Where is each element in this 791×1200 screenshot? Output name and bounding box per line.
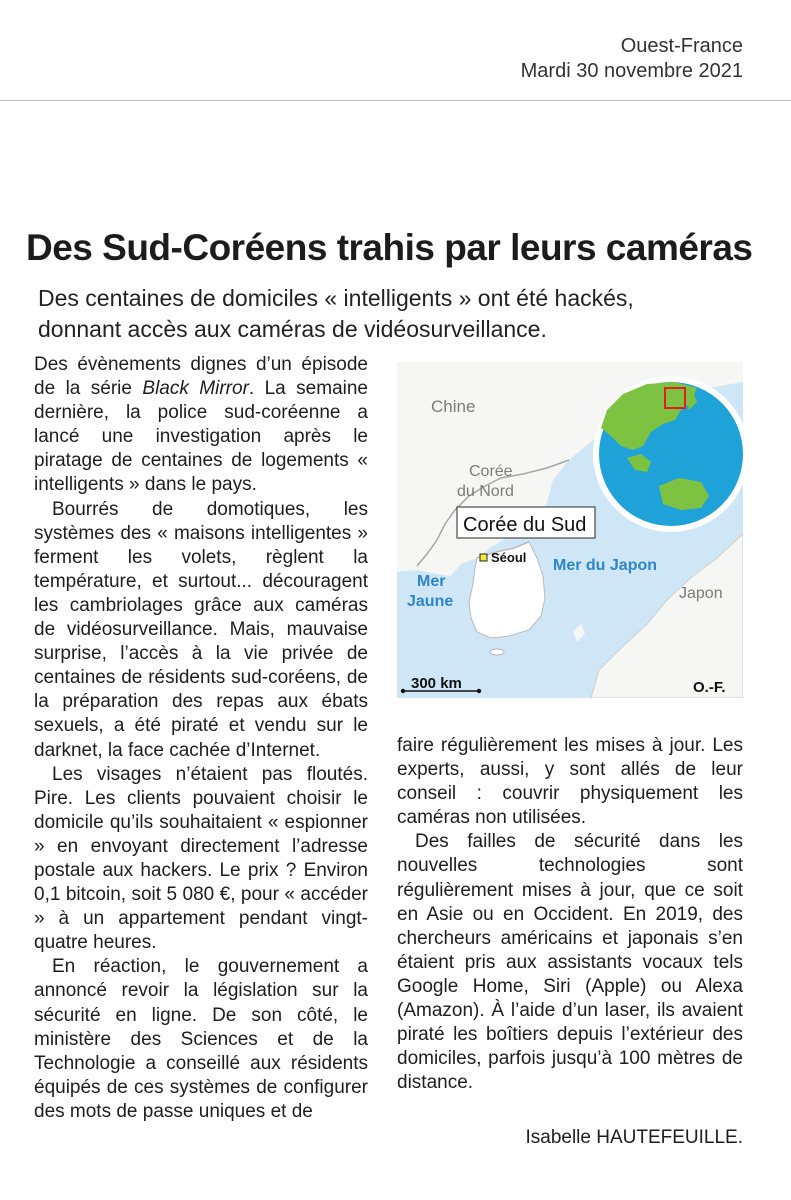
masthead-paper: Ouest-France: [620, 35, 743, 57]
masthead: [521, 34, 743, 84]
header-rule: [0, 100, 791, 101]
scale-bar-end-left: [401, 689, 405, 693]
korea-map: [397, 362, 743, 698]
label-north-korea-line2: du Nord: [457, 483, 514, 500]
paragraph: Des failles de sécurité dans les nouvelles technologies sont régulièrement mises à jour, que ce soit en Asie ou en Occident. En 2019, des chercheurs américains et japonais s’en étaient pris aux assistants vocaux tels Google Home, Siri (Apple) ou Alexa (Amazon). À l’aide d’un laser, ils avaient piraté les boîtiers depuis l’extérieur des domiciles, parfois jusqu’à 100 mètres de distance.: [397, 831, 743, 1094]
paragraph: En réaction, le gouvernement a annoncé revoir la législation sur la sécurité en ligne. De son côté, le ministère des Sciences et de la Technologie a conseillé aux résidents équipés de ces systèmes de configurer des mots de passe uniques et de: [34, 956, 368, 1122]
paragraph-text: Des évènements dignes d’un épisode de la série: [34, 354, 368, 400]
paragraph: Les visages n’étaient pas floutés. Pire. Les clients pouvaient choisir le domicile qu’ils souhaitaient « espionner » en envoyant directement l’adresse postale aux hackers. Le prix ? Environ 0,1 bitcoin, soit 5 080 €, pour « accéder » à un appartement pendant vingt-quatre heures.: [34, 763, 368, 954]
deck-line-2: donnant accès aux caméras de vidéosurveillance.: [38, 316, 547, 342]
article-column-right: [397, 734, 743, 1095]
paragraph-text: . La semaine dernière, la police sud-coréenne a lancé une investigation après le piratage de centaines de logements « intelligents » dans le pays.: [34, 378, 368, 496]
label-yellow-sea-line2: Jaune: [407, 593, 454, 610]
label-seoul: Séoul: [491, 550, 527, 565]
jeju-island: [490, 649, 504, 655]
label-japan: Japon: [679, 585, 723, 602]
paragraph: [34, 353, 368, 498]
label-yellow-sea-line1: Mer: [417, 573, 446, 590]
seoul-marker: [480, 554, 487, 561]
label-scale: 300 km: [411, 675, 462, 692]
series-title: Black Mirror: [142, 378, 249, 400]
label-china: Chine: [431, 397, 476, 416]
label-credit: O.-F.: [693, 679, 726, 696]
label-sea-of-japan: Mer du Japon: [553, 557, 658, 574]
masthead-date: Mardi 30 novembre 2021: [520, 60, 743, 82]
deck-line-1: Des centaines de domiciles « intelligents » ont été hackés,: [38, 285, 634, 311]
paragraph: Bourrés de domotiques, les systèmes des « maisons intelligentes » ferment les volets, règlent la température, et surtout... découragent les cambriolages grâce aux caméras de vidéosurveillance. Mais, mauvaise surprise, l’accès à la vie privée de centaines de résidents sud-coréens, de la préparation des repas aux ébats sexuels, a été piraté et vendu sur le darknet, la face cachée d’Internet.: [34, 498, 368, 761]
label-north-korea-line1: Corée: [469, 463, 513, 480]
label-south-korea: Corée du Sud: [463, 514, 587, 536]
paragraph: faire régulièrement les mises à jour. Les experts, aussi, y sont allés de leur conseil : couvrir physiquement les caméras non utilisées.: [397, 735, 743, 829]
article-byline: Isabelle HAUTEFEUILLE.: [525, 1127, 743, 1148]
globe-inset: [593, 376, 743, 532]
scale-bar-end-right: [477, 689, 481, 693]
article-headline: Des Sud-Coréens trahis par leurs caméras: [26, 227, 753, 268]
article-deck: [38, 283, 758, 345]
article-column-left: [34, 353, 368, 1124]
